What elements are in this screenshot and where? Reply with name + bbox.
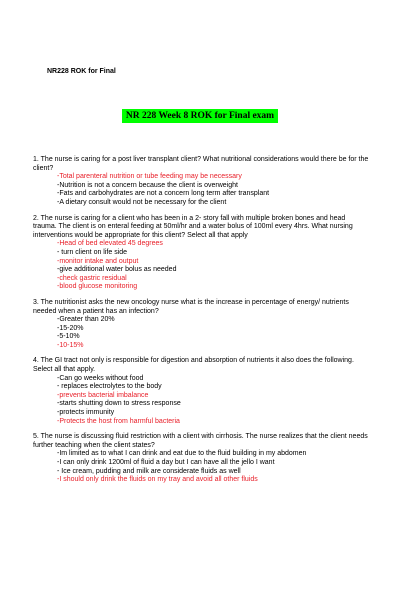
answer-option: -A dietary consult would not be necessary for the client: [57, 198, 227, 206]
answer-option-correct: -monitor intake and output: [57, 257, 139, 265]
answer-options: [33, 375, 369, 427]
answer-option: -Im limited as to what I can drink and eat due to the fluid building in my abdomen: [57, 450, 307, 458]
answer-option-correct: -blood glucose monitoring: [57, 283, 138, 291]
answer-option: - replaces electrolytes to the body: [57, 383, 162, 391]
answer-option-correct: -Protects the host from harmful bacteria: [57, 417, 180, 425]
answer-option: -I can only drink 1200ml of fluid a day but I can have all the jello I want: [57, 459, 275, 466]
question-text: 2. The nurse is caring for a client who has been in a 2- story fall with multiple broken bones and head trauma. The client is on enteral feeding at 50ml/hr and a water bolus of 100ml every 4hrs. What nursing interventions would be appropriate for this client? Select all that apply: [33, 214, 353, 239]
answer-option-correct: -Head of bed elevated 45 degrees: [57, 240, 163, 248]
document-header: NR228 ROK for Final: [47, 68, 116, 75]
question-text: 1. The nurse is caring for a post liver transplant client? What nutritional considerations would there be for the client?: [33, 156, 369, 172]
answer-options: [33, 240, 369, 292]
answer-option: -Fats and carbohydrates are not a concern long term after transplant: [57, 190, 270, 198]
answer-option-correct: -check gastric residual: [57, 274, 127, 282]
answer-option: -5-10%: [57, 333, 80, 341]
answer-option: - Ice cream, pudding and milk are considerate fluids as well: [57, 467, 241, 475]
answer-options: [33, 173, 369, 207]
title-wrapper: [0, 105, 400, 123]
answer-options: [33, 450, 369, 484]
answer-option: -15-20%: [57, 324, 84, 332]
answer-option: -Can go weeks without food: [57, 374, 144, 382]
answer-option: -protects immunity: [57, 409, 115, 417]
question-2: [33, 215, 369, 292]
question-list: [33, 156, 369, 492]
question-4: [33, 357, 369, 426]
question-5: [33, 433, 369, 485]
answer-option: -Nutrition is not a concern because the client is overweight: [57, 181, 238, 189]
answer-option-correct: -Total parenteral nutrition or tube feeding may be necessary: [57, 173, 242, 181]
answer-option-correct: -I should only drink the fluids on my tray and avoid all other fluids: [57, 476, 258, 484]
answer-option-correct: -prevents bacterial imbalance: [57, 391, 149, 399]
answer-options: [33, 316, 369, 350]
answer-option-correct: -10-15%: [57, 341, 84, 349]
question-text: 4. The GI tract not only is responsible for digestion and absorption of nutrients it also does the following. Select all that apply.: [33, 357, 354, 374]
question-text: 5. The nurse is discussing fluid restriction with a client with cirrhosis. The nurse realizes that the client needs further teaching when the client states?: [33, 433, 368, 449]
question-1: [33, 156, 369, 208]
answer-option: -give additional water bolus as needed: [57, 266, 177, 274]
document-title: NR 228 Week 8 ROK for Final exam: [122, 109, 278, 123]
answer-option: -starts shutting down to stress response: [57, 400, 181, 408]
question-text: 3. The nutritionist asks the new oncology nurse what is the increase in percentage of energy/ nutrients needed when a patient has an infection?: [33, 298, 349, 315]
answer-option: - turn client on life side: [57, 248, 128, 256]
question-3: [33, 299, 369, 351]
answer-option: -Greater than 20%: [57, 316, 115, 324]
